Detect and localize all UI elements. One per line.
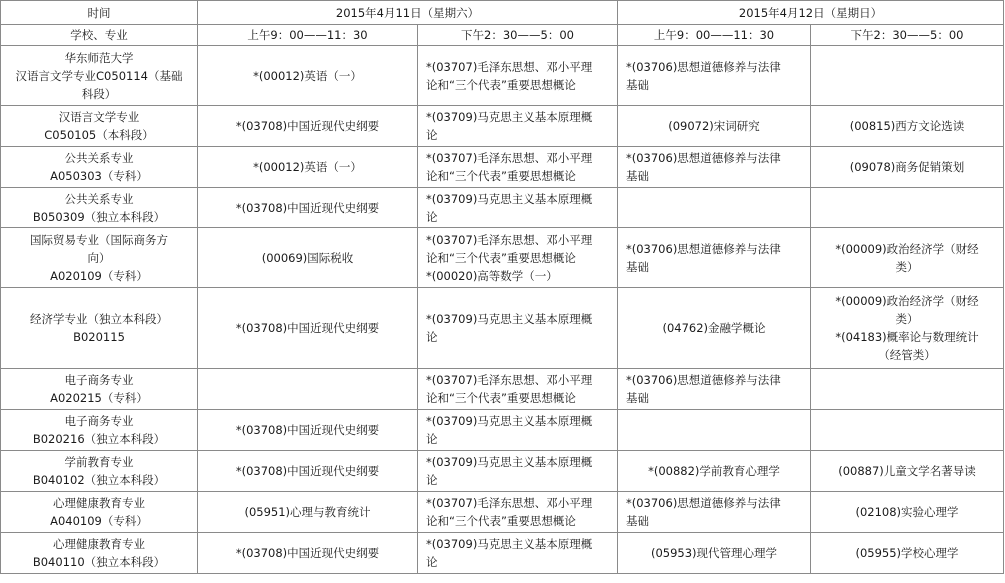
- exam-line: 基础: [626, 391, 649, 405]
- exam-line: *(03706)思想道德修养与法律: [626, 373, 781, 387]
- exam-cell: [198, 147, 418, 188]
- major-cell: [1, 410, 198, 451]
- exam-cell: [418, 228, 618, 288]
- major-line: C050105（本科段）: [44, 128, 154, 142]
- exam-cell: [418, 451, 618, 492]
- major-line: 电子商务专业: [64, 414, 134, 428]
- major-line: B020216（独立本科段）: [32, 432, 166, 446]
- exam-line: （经管类）: [878, 348, 936, 362]
- table-row: [1, 46, 1004, 106]
- exam-line: *(03709)马克思主义基本原理概: [426, 414, 593, 428]
- table-row: [1, 492, 1004, 533]
- session-header-sat-am: 上午9：00——11：30: [198, 25, 418, 46]
- major-line: 国际贸易专业（国际商务方: [30, 232, 168, 247]
- exam-line: 基础: [626, 77, 649, 92]
- major-line: 公共关系专业: [64, 191, 134, 206]
- major-line: 经济学专业（独立本科段）: [30, 312, 168, 326]
- major-line: 科段）: [81, 86, 117, 101]
- header-session-row: [1, 25, 1004, 46]
- exam-line: (09078)商务促销策划: [849, 160, 965, 174]
- exam-cell: [198, 106, 418, 147]
- exam-line: 论: [426, 209, 438, 224]
- exam-line: 论和“三个代表”重要思想概论: [426, 169, 576, 183]
- major-line: A020215（专科）: [50, 391, 148, 405]
- exam-line: 论: [426, 128, 438, 142]
- table-row: [1, 410, 1004, 451]
- exam-line: *(03708)中国近现代史纲要: [235, 200, 380, 215]
- exam-line: 基础: [626, 259, 649, 274]
- exam-line: (04762)金融学概论: [662, 321, 766, 335]
- table-row: [1, 228, 1004, 288]
- exam-line: *(03706)思想道德修养与法律: [626, 151, 781, 165]
- major-line: 汉语言文学专业C050114（基础: [15, 68, 183, 83]
- exam-line: *(03708)中国近现代史纲要: [235, 423, 380, 437]
- exam-line: 论: [426, 555, 438, 569]
- table-row: [1, 369, 1004, 410]
- exam-line: *(03707)毛泽东思想、邓小平理: [426, 373, 593, 387]
- major-cell: [1, 533, 198, 574]
- major-line: 公共关系专业: [64, 151, 134, 165]
- header-date-row: [1, 1, 1004, 25]
- exam-line: (02108)实验心理学: [855, 505, 959, 519]
- exam-line: 论: [426, 473, 438, 487]
- exam-line: *(03708)中国近现代史纲要: [235, 321, 380, 335]
- exam-line: *(00009)政治经济学（财经: [835, 294, 979, 308]
- exam-line: 类）: [895, 312, 919, 326]
- school-major-header: 学校、专业: [1, 25, 198, 46]
- table-row: [1, 106, 1004, 147]
- major-line: 向）: [87, 250, 111, 265]
- exam-line: *(03708)中国近现代史纲要: [235, 119, 380, 133]
- exam-line: (09072)宋词研究: [668, 119, 760, 133]
- table-row: [1, 288, 1004, 369]
- exam-cell: [418, 410, 618, 451]
- exam-cell: [811, 533, 1004, 574]
- exam-cell: [198, 188, 418, 228]
- major-line: 华东师范大学: [64, 50, 134, 65]
- exam-cell: [198, 228, 418, 288]
- exam-cell: [418, 492, 618, 533]
- exam-cell: [811, 369, 1004, 410]
- exam-cell: [618, 106, 811, 147]
- exam-line: *(03708)中国近现代史纲要: [235, 546, 380, 560]
- exam-cell: [618, 228, 811, 288]
- exam-cell: [198, 451, 418, 492]
- exam-line: *(03706)思想道德修养与法律: [626, 496, 781, 510]
- exam-line: *(03709)马克思主义基本原理概: [426, 110, 593, 124]
- major-line: 心理健康教育专业: [53, 496, 145, 510]
- exam-cell: [618, 188, 811, 228]
- exam-line: 论和“三个代表”重要思想概论: [426, 250, 576, 265]
- major-line: A020109（专科）: [50, 268, 148, 283]
- exam-line: *(00882)学前教育心理学: [648, 464, 780, 478]
- exam-cell: [811, 288, 1004, 369]
- exam-line: *(03709)马克思主义基本原理概: [426, 537, 593, 551]
- exam-line: *(00020)高等数学（一）: [426, 268, 558, 283]
- exam-cell: [198, 492, 418, 533]
- exam-line: 论: [426, 330, 438, 344]
- exam-line: *(03709)马克思主义基本原理概: [426, 455, 593, 469]
- exam-line: *(03707)毛泽东思想、邓小平理: [426, 232, 593, 247]
- major-line: B040102（独立本科段）: [32, 473, 166, 487]
- session-header-sun-pm: 下午2：30——5：00: [811, 25, 1004, 46]
- exam-line: (05955)学校心理学: [855, 546, 959, 560]
- session-header-sat-pm: 下午2：30——5：00: [418, 25, 618, 46]
- exam-cell: [811, 410, 1004, 451]
- exam-line: *(00012)英语（一）: [253, 160, 362, 174]
- major-cell: [1, 492, 198, 533]
- exam-cell: [811, 228, 1004, 288]
- major-cell: [1, 106, 198, 147]
- exam-line: *(03707)毛泽东思想、邓小平理: [426, 59, 593, 74]
- exam-cell: [618, 410, 811, 451]
- exam-cell: [811, 147, 1004, 188]
- exam-line: *(03708)中国近现代史纲要: [235, 464, 380, 478]
- exam-line: (00815)西方文论选读: [849, 119, 965, 133]
- exam-line: *(03706)思想道德修养与法律: [626, 241, 781, 256]
- exam-line: *(03709)马克思主义基本原理概: [426, 191, 593, 206]
- exam-line: *(03706)思想道德修养与法律: [626, 59, 781, 74]
- date-header-sunday: 2015年4月12日（星期日）: [618, 1, 1004, 25]
- exam-cell: [418, 533, 618, 574]
- major-cell: [1, 288, 198, 369]
- major-line: B040110（独立本科段）: [32, 555, 166, 569]
- exam-cell: [198, 533, 418, 574]
- exam-cell: [618, 451, 811, 492]
- table-row: [1, 451, 1004, 492]
- major-line: B020115: [73, 330, 125, 344]
- exam-line: *(04183)概率论与数理统计: [835, 330, 979, 344]
- exam-cell: [418, 288, 618, 369]
- major-line: 电子商务专业: [64, 373, 134, 387]
- exam-cell: [618, 46, 811, 106]
- exam-cell: [811, 188, 1004, 228]
- major-cell: [1, 369, 198, 410]
- major-line: 学前教育专业: [64, 455, 134, 469]
- exam-cell: [811, 106, 1004, 147]
- major-cell: [1, 228, 198, 288]
- exam-line: 论和“三个代表”重要思想概论: [426, 514, 576, 528]
- major-line: B050309（独立本科段）: [32, 209, 166, 224]
- exam-line: *(03707)毛泽东思想、邓小平理: [426, 496, 593, 510]
- exam-line: (05951)心理与教育统计: [244, 505, 371, 519]
- time-header: 时间: [1, 1, 198, 25]
- exam-line: 论和“三个代表”重要思想概论: [426, 391, 576, 405]
- exam-line: 论: [426, 432, 438, 446]
- exam-cell: [618, 369, 811, 410]
- exam-cell: [418, 369, 618, 410]
- exam-line: 类）: [895, 259, 919, 274]
- exam-cell: [618, 533, 811, 574]
- exam-line: (00069)国际税收: [261, 250, 354, 265]
- major-cell: [1, 451, 198, 492]
- exam-cell: [811, 451, 1004, 492]
- table-row: [1, 188, 1004, 228]
- major-cell: [1, 188, 198, 228]
- session-header-sun-am: 上午9：00——11：30: [618, 25, 811, 46]
- exam-line: 基础: [626, 169, 649, 183]
- exam-cell: [618, 147, 811, 188]
- exam-cell: [418, 188, 618, 228]
- exam-line: *(00009)政治经济学（财经: [835, 241, 979, 256]
- table-body: [1, 46, 1004, 574]
- exam-cell: [418, 46, 618, 106]
- exam-line: 论和“三个代表”重要思想概论: [426, 77, 576, 92]
- major-line: A050303（专科）: [50, 169, 148, 183]
- major-cell: [1, 147, 198, 188]
- exam-cell: [198, 288, 418, 369]
- exam-cell: [811, 492, 1004, 533]
- major-cell: [1, 46, 198, 106]
- major-line: 心理健康教育专业: [53, 537, 145, 551]
- date-header-saturday: 2015年4月11日（星期六）: [198, 1, 618, 25]
- major-line: 汉语言文学专业: [58, 110, 140, 124]
- exam-line: *(03709)马克思主义基本原理概: [426, 312, 593, 326]
- table-row: [1, 147, 1004, 188]
- exam-line: (05953)现代管理心理学: [650, 546, 778, 560]
- exam-cell: [418, 147, 618, 188]
- major-line: A040109（专科）: [50, 514, 148, 528]
- exam-cell: [618, 288, 811, 369]
- exam-line: *(00012)英语（一）: [253, 68, 362, 83]
- exam-cell: [811, 46, 1004, 106]
- exam-line: 基础: [626, 514, 649, 528]
- exam-cell: [198, 410, 418, 451]
- exam-cell: [418, 106, 618, 147]
- table-row: [1, 533, 1004, 574]
- exam-cell: [618, 492, 811, 533]
- exam-line: (00887)儿童文学名著导读: [838, 464, 976, 478]
- exam-cell: [198, 369, 418, 410]
- exam-cell: [198, 46, 418, 106]
- exam-line: *(03707)毛泽东思想、邓小平理: [426, 151, 593, 165]
